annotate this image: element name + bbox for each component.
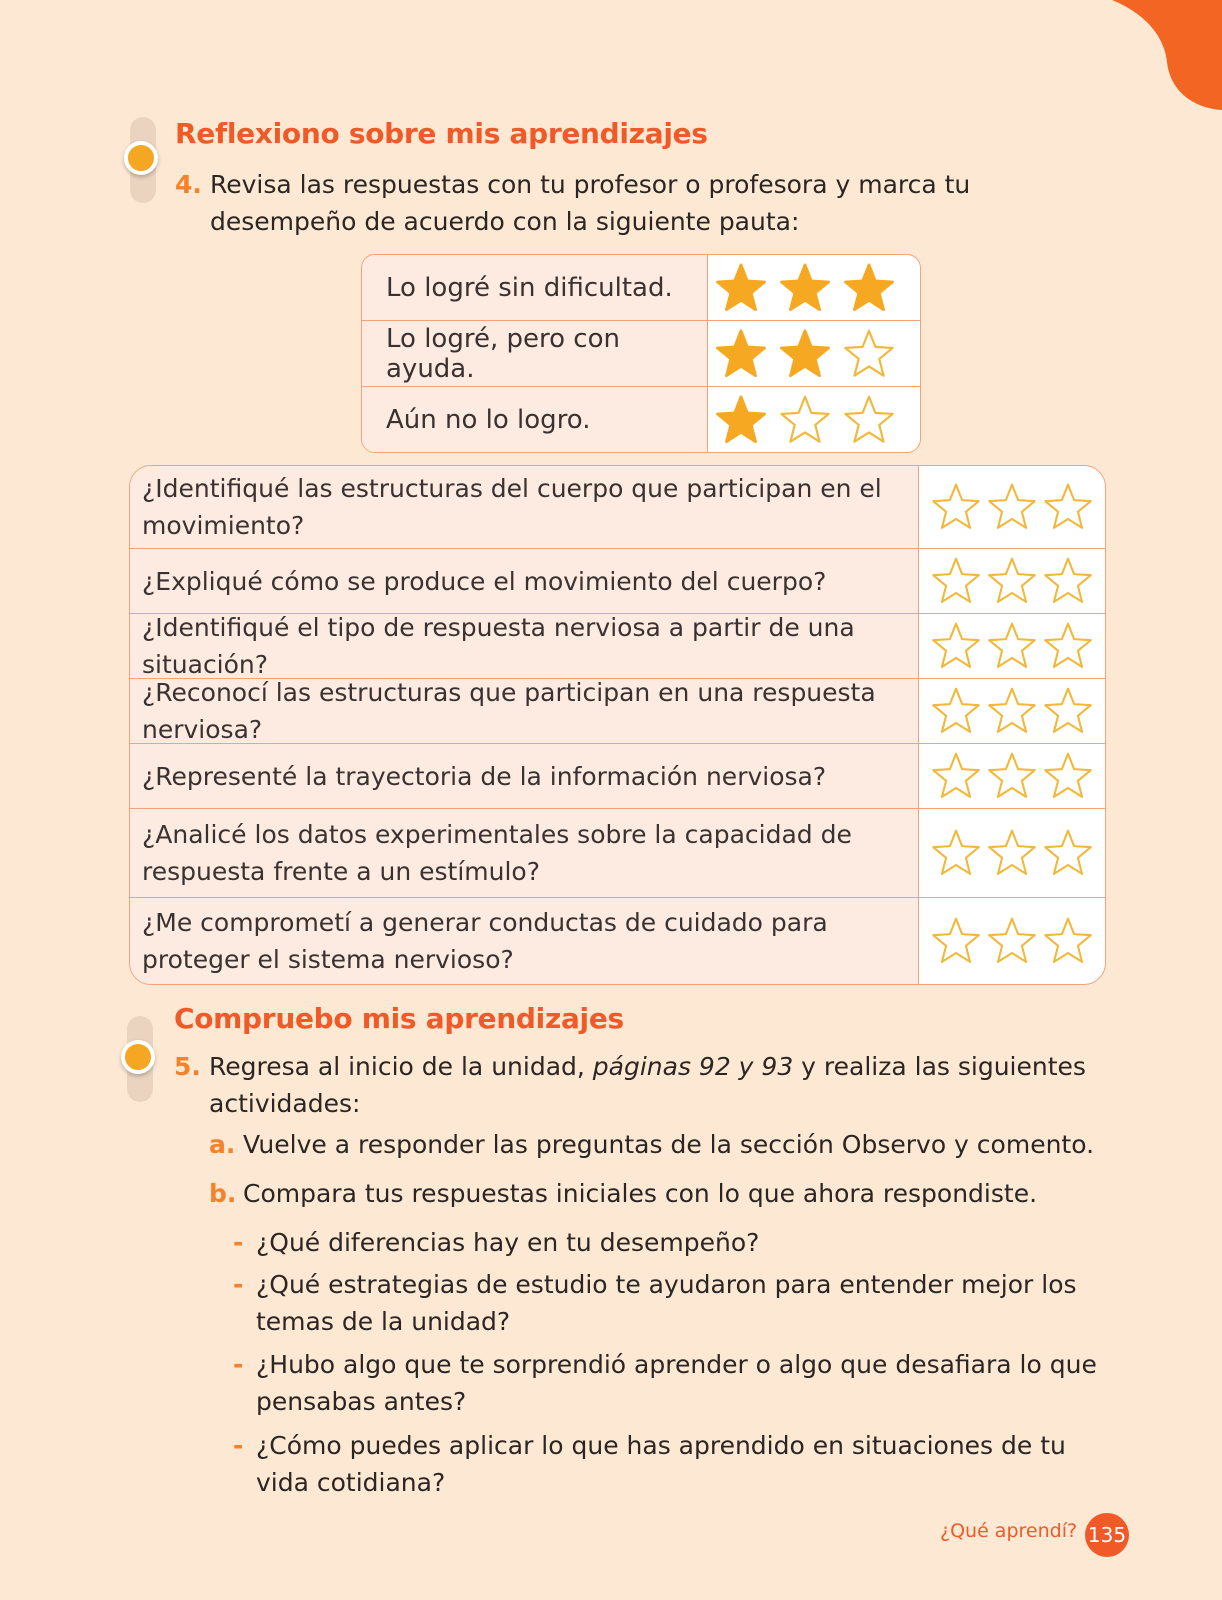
rating-stars[interactable] — [919, 898, 1105, 984]
section-marker — [127, 1016, 153, 1102]
empty-star-icon[interactable] — [986, 827, 1038, 879]
empty-star-icon[interactable] — [986, 915, 1038, 967]
question-text: ¿Representé la trayectoria de la información nerviosa? — [130, 744, 919, 808]
corner-decoration — [1112, 0, 1222, 110]
table-row — [130, 897, 1105, 984]
list-item: - ¿Qué diferencias hay en tu desempeño? — [233, 1228, 760, 1257]
empty-star-icon[interactable] — [778, 393, 832, 447]
list-item: - ¿Cómo puedes aplicar lo que has aprendido en situaciones de tu vida cotidiana? — [233, 1431, 1066, 1497]
empty-star-icon[interactable] — [842, 393, 896, 447]
table-row — [130, 743, 1105, 808]
instruction-text: Regresa al inicio de la unidad, páginas 92 y 93 y realiza las siguientes actividades: — [209, 1052, 1086, 1118]
rating-stars[interactable] — [919, 679, 1105, 743]
item-number: 5. — [174, 1052, 201, 1081]
key-stars — [708, 255, 920, 320]
activity-item-b: b. Compara tus respuestas iniciales con lo que ahora respondiste. — [209, 1179, 1038, 1208]
empty-star-icon[interactable] — [930, 827, 982, 879]
table-row — [130, 808, 1105, 897]
filled-star-icon — [714, 393, 768, 447]
question-text: ¿Identifiqué el tipo de respuesta nerviosa a partir de una situación? — [130, 614, 919, 678]
filled-star-icon — [778, 327, 832, 381]
empty-star-icon[interactable] — [930, 750, 982, 802]
key-row — [362, 386, 920, 452]
key-stars — [708, 321, 920, 386]
empty-star-icon[interactable] — [1042, 555, 1094, 607]
filled-star-icon — [842, 261, 896, 315]
table-row — [130, 613, 1105, 678]
empty-star-icon[interactable] — [930, 685, 982, 737]
filled-star-icon — [714, 327, 768, 381]
rating-stars[interactable] — [919, 744, 1105, 808]
empty-star-icon[interactable] — [930, 555, 982, 607]
key-label: Lo logré, pero con ayuda. — [362, 321, 708, 386]
item-number: 4. — [175, 170, 202, 199]
section-title-compruebo: Compruebo mis aprendizajes — [174, 1002, 624, 1035]
list-item: - ¿Hubo algo que te sorprendió aprender o algo que desafiara lo que pensabas antes? — [233, 1350, 1097, 1416]
empty-star-icon[interactable] — [986, 555, 1038, 607]
key-row — [362, 255, 920, 320]
empty-star-icon[interactable] — [986, 620, 1038, 672]
activity-item-a: a. Vuelve a responder las preguntas de la sección Observo y comento. — [209, 1130, 1095, 1159]
self-assessment-table — [129, 465, 1106, 985]
empty-star-icon[interactable] — [1042, 685, 1094, 737]
filled-star-icon — [778, 261, 832, 315]
question-text: ¿Analicé los datos experimentales sobre la capacidad de respuesta frente a un estímulo? — [130, 809, 919, 897]
empty-star-icon[interactable] — [986, 750, 1038, 802]
table-row — [130, 548, 1105, 613]
question-text: ¿Expliqué cómo se produce el movimiento del cuerpo? — [130, 549, 919, 613]
empty-star-icon[interactable] — [1042, 750, 1094, 802]
filled-star-icon — [714, 261, 768, 315]
question-text: ¿Identifiqué las estructuras del cuerpo que participan en el movimiento? — [130, 466, 919, 548]
section-marker — [130, 117, 156, 203]
list-item: - ¿Qué estrategias de estudio te ayudaron para entender mejor los temas de la unidad? — [233, 1270, 1077, 1336]
rating-stars[interactable] — [919, 549, 1105, 613]
empty-star-icon[interactable] — [1042, 620, 1094, 672]
empty-star-icon[interactable] — [930, 481, 982, 533]
rating-stars[interactable] — [919, 809, 1105, 897]
key-label: Aún no lo logro. — [362, 387, 708, 452]
empty-star-icon[interactable] — [1042, 827, 1094, 879]
rating-stars[interactable] — [919, 614, 1105, 678]
instruction-4 — [175, 166, 1115, 240]
instruction-5 — [174, 1048, 1114, 1122]
question-text: ¿Reconocí las estructuras que participan en una respuesta nerviosa? — [130, 679, 919, 743]
empty-star-icon[interactable] — [842, 327, 896, 381]
rating-key-table — [361, 254, 921, 453]
rating-stars[interactable] — [919, 466, 1105, 548]
footer-section-label: ¿Qué aprendí? — [940, 1520, 1078, 1542]
empty-star-icon[interactable] — [986, 481, 1038, 533]
empty-star-icon[interactable] — [1042, 481, 1094, 533]
key-label: Lo logré sin dificultad. — [362, 255, 708, 320]
pages-reference: páginas 92 y 93 — [592, 1052, 794, 1081]
question-text: ¿Me comprometí a generar conductas de cuidado para proteger el sistema nervioso? — [130, 898, 919, 984]
empty-star-icon[interactable] — [1042, 915, 1094, 967]
empty-star-icon[interactable] — [986, 685, 1038, 737]
key-row — [362, 320, 920, 386]
empty-star-icon[interactable] — [930, 915, 982, 967]
page-number: 135 — [1085, 1513, 1129, 1557]
table-row — [130, 466, 1105, 548]
empty-star-icon[interactable] — [930, 620, 982, 672]
table-row — [130, 678, 1105, 743]
section-title-reflexiono: Reflexiono sobre mis aprendizajes — [175, 117, 708, 150]
instruction-text: Revisa las respuestas con tu profesor o profesora y marca tu desempeño de acuerdo con la siguiente pauta: — [210, 170, 971, 236]
key-stars — [708, 387, 920, 452]
